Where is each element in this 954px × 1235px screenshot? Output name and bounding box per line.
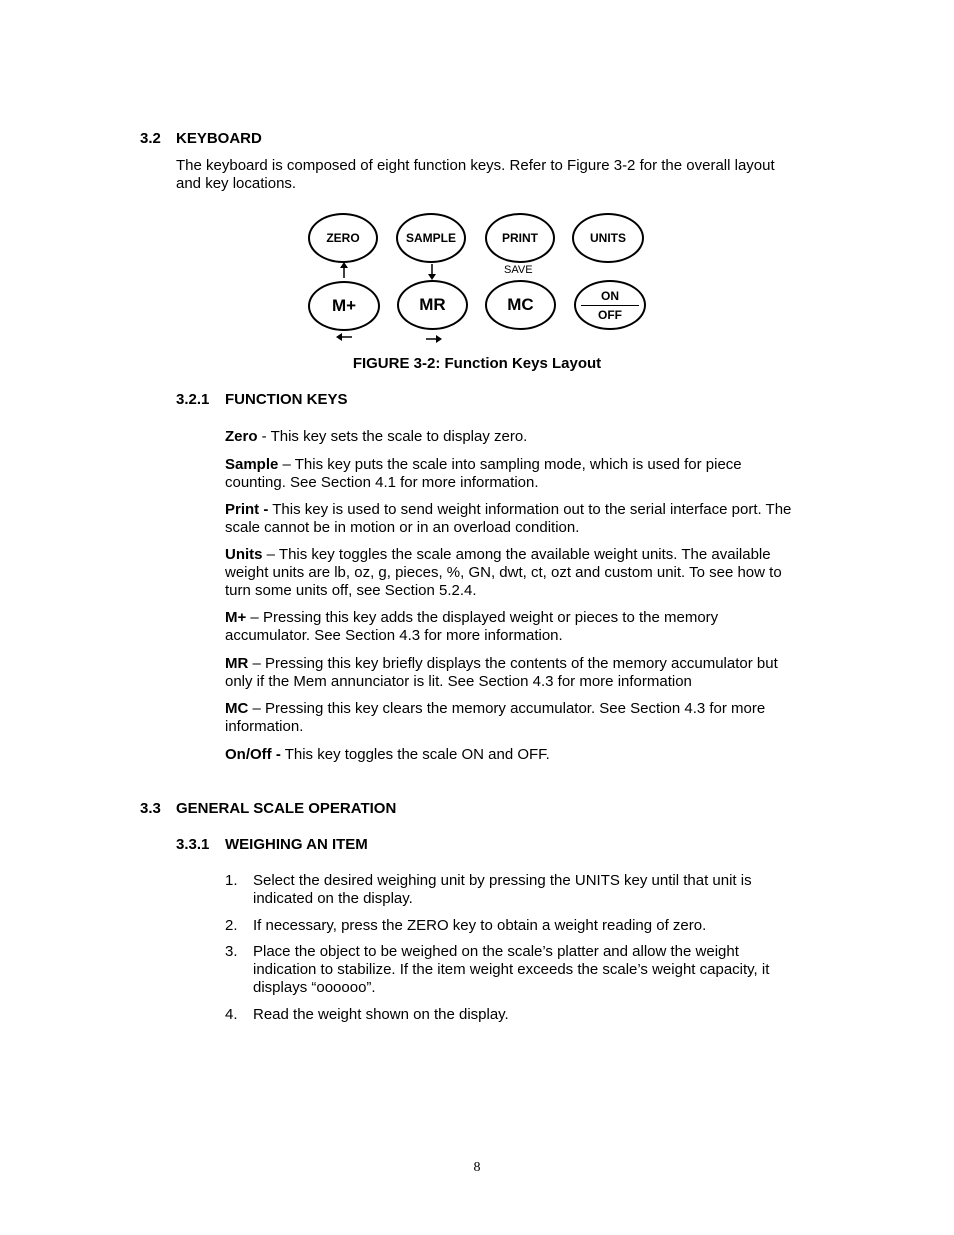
key-description-on-off xyxy=(225,746,550,764)
zero-key: ZERO xyxy=(308,213,378,263)
key-text: – Pressing this key clears the memory accumulator. See Section 4.3 for more xyxy=(248,700,766,717)
step-text: displays “oooooo”. xyxy=(253,979,376,996)
step-4 xyxy=(225,1006,509,1024)
key-description-print xyxy=(225,501,791,537)
section-3-3-1-title: WEIGHING AN ITEM xyxy=(225,836,368,853)
step-1 xyxy=(225,872,752,908)
section-3-2-number: 3.2 xyxy=(140,130,161,147)
key-text: only if the Mem annunciator is lit. See Section 4.3 for more information xyxy=(225,673,692,690)
on-off-key xyxy=(574,280,646,330)
section-3-2-1-title: FUNCTION KEYS xyxy=(225,391,348,408)
key-text: This key is used to send weight information out to the serial interface port. The xyxy=(268,501,792,518)
key-text: accumulator. See Section 4.3 for more information. xyxy=(225,627,563,644)
print-key: PRINT xyxy=(485,213,555,263)
key-term: Zero xyxy=(225,428,258,445)
key-text: - This key sets the scale to display zero. xyxy=(257,428,528,445)
figure-caption: FIGURE 3-2: Function Keys Layout xyxy=(352,355,602,372)
sample-key: SAMPLE xyxy=(396,213,466,263)
key-description-units xyxy=(225,546,782,600)
step-number: 3. xyxy=(225,943,238,960)
key-text: weight units are lb, oz, g, pieces, %, GN, dwt, ct, ozt and custom unit. To see how to xyxy=(225,564,782,581)
key-description-m-plus xyxy=(225,609,718,645)
arrow-down-icon xyxy=(428,264,436,280)
section-3-2-title: KEYBOARD xyxy=(176,130,262,147)
step-text: Place the object to be weighed on the scale’s platter and allow the weight xyxy=(253,943,739,960)
key-term: MC xyxy=(225,700,249,717)
key-text: scale cannot be in motion or in an overload condition. xyxy=(225,519,580,536)
key-term: Print - xyxy=(225,501,269,518)
step-text: Read the weight shown on the display. xyxy=(253,1006,509,1023)
step-number: 1. xyxy=(225,872,238,889)
key-text: turn some units off, see Section 5.2.4. xyxy=(225,582,477,599)
off-label: OFF xyxy=(598,307,622,322)
arrow-left-icon xyxy=(336,333,352,341)
m-plus-key: M+ xyxy=(308,281,380,331)
section-3-2-1-number: 3.2.1 xyxy=(176,391,210,408)
key-description-mr xyxy=(225,655,778,691)
mr-key: MR xyxy=(397,280,468,330)
key-term: Units xyxy=(225,546,263,563)
step-text: indicated on the display. xyxy=(253,890,413,907)
step-text: Select the desired weighing unit by pressing the UNITS key until that unit is xyxy=(253,872,752,889)
key-description-mc xyxy=(225,700,765,736)
intro-line-2: and key locations. xyxy=(176,175,297,192)
section-3-3-title: GENERAL SCALE OPERATION xyxy=(176,800,397,817)
key-text: information. xyxy=(225,718,304,735)
key-text: counting. See Section 4.1 for more information. xyxy=(225,474,539,491)
intro-line-1: The keyboard is composed of eight function keys. Refer to Figure 3-2 for the overall layout xyxy=(176,157,775,174)
arrow-right-icon xyxy=(426,335,442,343)
key-term: M+ xyxy=(225,609,247,626)
key-term: Sample xyxy=(225,456,279,473)
section-3-3-number: 3.3 xyxy=(140,800,161,817)
on-label: ON xyxy=(601,288,619,303)
step-2 xyxy=(225,917,706,935)
key-description-sample xyxy=(225,456,742,492)
section-3-3-1-number: 3.3.1 xyxy=(176,836,210,853)
on-off-divider xyxy=(581,305,639,306)
arrow-up-icon xyxy=(340,262,348,278)
key-description-zero xyxy=(225,428,527,446)
key-text: – Pressing this key adds the displayed weight or pieces to the memory xyxy=(246,609,719,626)
step-number: 4. xyxy=(225,1006,238,1023)
save-label: SAVE xyxy=(504,264,533,276)
key-text: – This key puts the scale into sampling mode, which is used for piece xyxy=(278,456,742,473)
step-text: indication to stabilize. If the item weight exceeds the scale’s weight capacity, it xyxy=(253,961,770,978)
key-term: On/Off - xyxy=(225,746,281,763)
key-text: This key toggles the scale ON and OFF. xyxy=(280,746,550,763)
key-text: – Pressing this key briefly displays the contents of the memory accumulator but xyxy=(248,655,778,672)
key-text: – This key toggles the scale among the available weight units. The available xyxy=(262,546,771,563)
step-text: If necessary, press the ZERO key to obtain a weight reading of zero. xyxy=(253,917,707,934)
step-3 xyxy=(225,943,769,997)
page-number: 8 xyxy=(473,1160,481,1175)
units-key: UNITS xyxy=(572,213,644,263)
function-keys-figure xyxy=(300,205,660,355)
mc-key: MC xyxy=(485,280,556,330)
step-number: 2. xyxy=(225,917,238,934)
key-term: MR xyxy=(225,655,249,672)
